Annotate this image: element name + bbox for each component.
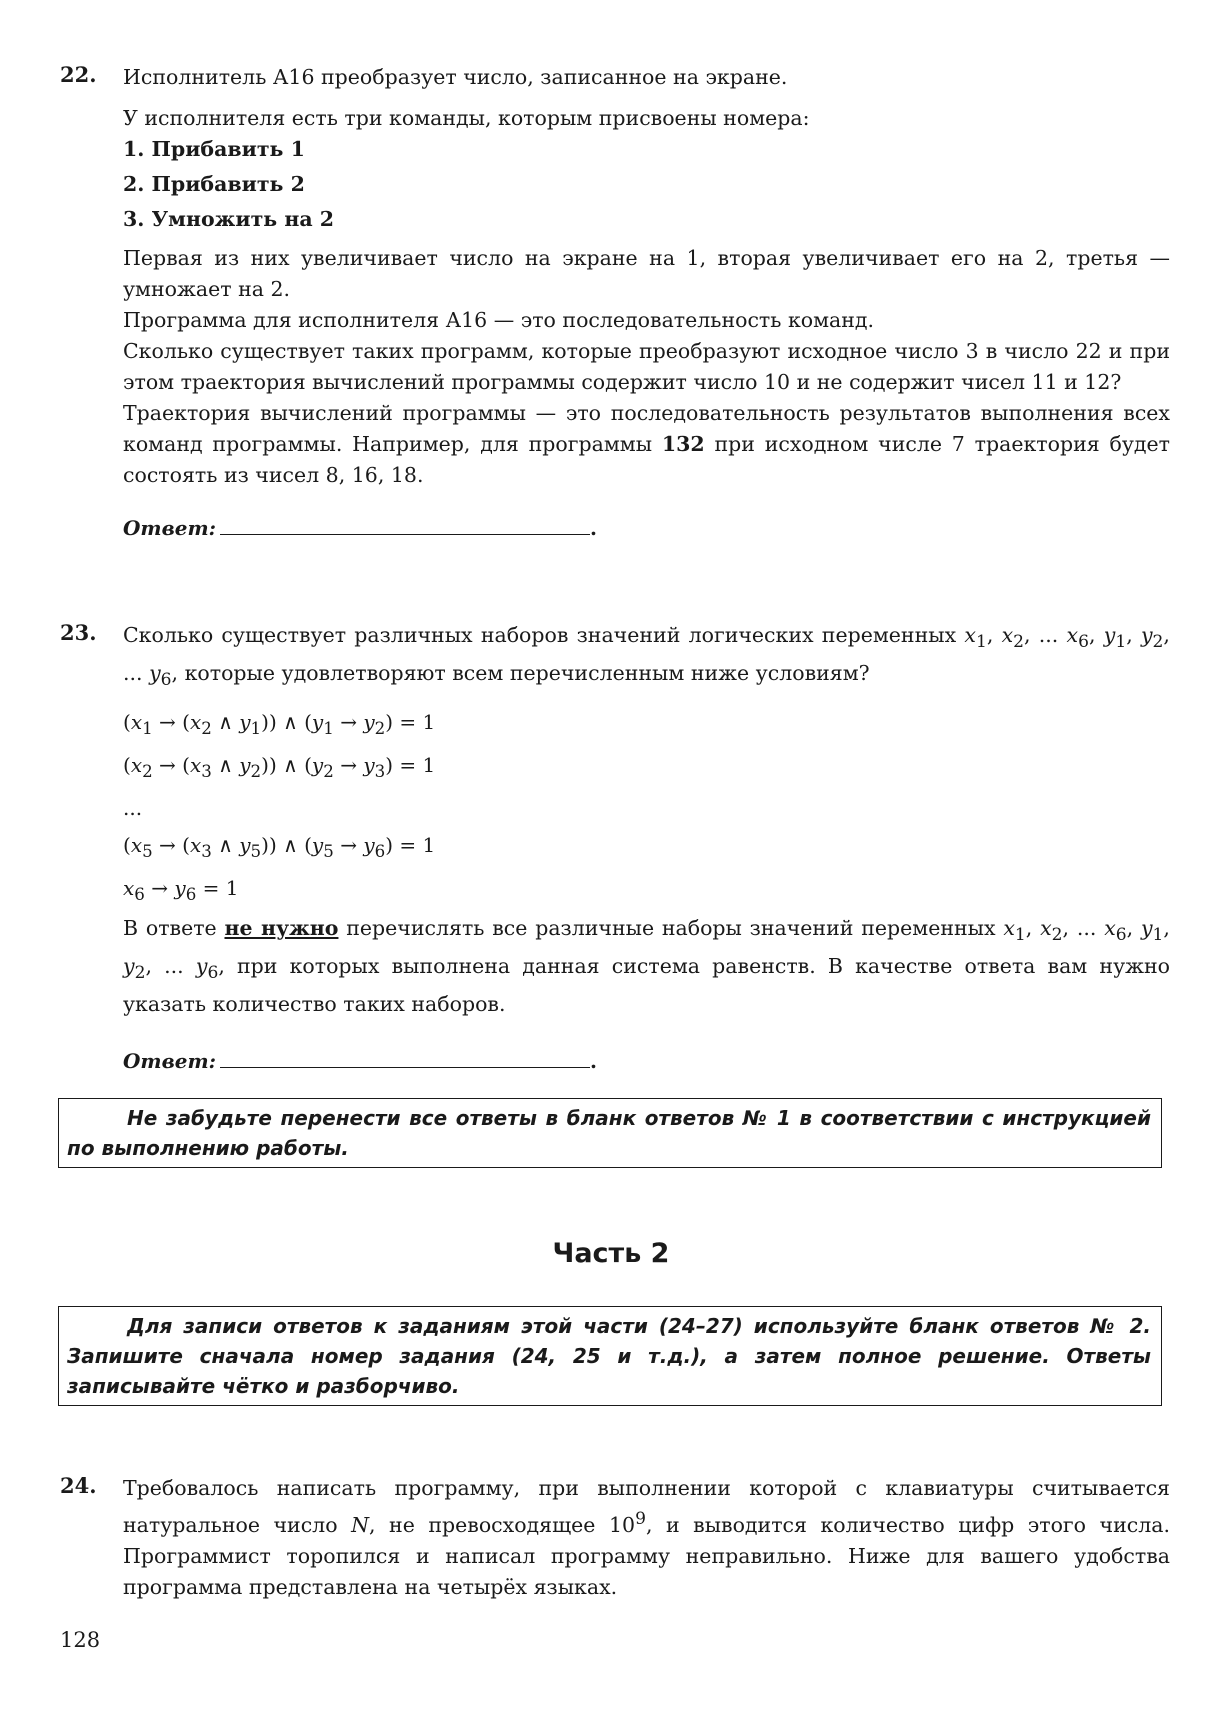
- task-22: [60, 62, 1170, 544]
- task-number: 24.: [60, 1473, 97, 1498]
- answer-label: Ответ:: [123, 516, 216, 540]
- answer-line[interactable]: [220, 1049, 590, 1068]
- equation-1: ($x_1 \to (x_2$ ∧ $y_1$)) ∧ $(y_1 \to y_2) = 1$: [123, 710, 436, 739]
- command-2: 2. Прибавить 2: [123, 172, 305, 196]
- equation-ellipsis: ...: [123, 796, 143, 821]
- paragraph-4: Траектория вычислений программы — это последовательность результатов выполнения всех команд программы. Например, для программы 132 при исходном числе 7 траектория будет состоять из чисел 8, 16, 18.: [123, 401, 1170, 487]
- notice-text: Не забудьте перенести все ответы в бланк ответов № 1 в соответствии с инструкцией по выполнению работы.: [67, 1106, 1151, 1160]
- task-24-text: Требовалось написать программу, при выполнении которой с клавиатуры считывается натуральное число N, не превосходящее $10^9$, и выводится количество цифр этого числа. Программист торопился и написал программу неправильно. Ниже для вашего удобства программа представлена на четырёх языках.: [123, 1476, 1170, 1599]
- command-1: 1. Прибавить 1: [123, 137, 305, 161]
- commands-intro: У исполнителя есть три команды, которым присвоены номера:: [123, 106, 810, 130]
- answer-label: Ответ:: [123, 1049, 216, 1074]
- task-number: 22.: [60, 62, 97, 87]
- page-number: 128: [60, 1628, 101, 1652]
- paragraph-1: Первая из них увеличивает число на экране на 1, вторая увеличивает его на 2, третья — умножает на 2.: [123, 246, 1170, 301]
- answer-field[interactable]: Ответ: .: [123, 516, 597, 540]
- task-number: 23.: [60, 620, 97, 645]
- part-2-instruction: Для записи ответов к заданиям этой части (24–27) используйте бланк ответов № 2. Запишите сначала номер задания (24, 25 и т.д.), а затем полное решение. Ответы записывайте чётко и разборчиво.: [67, 1314, 1151, 1398]
- paragraph-2: Программа для исполнителя А16 — это последовательность команд.: [123, 308, 875, 332]
- task-23: [60, 620, 1170, 1077]
- part-2-title: Часть 2: [552, 1238, 670, 1269]
- task-23-note: В ответе не нужно перечислять все различные наборы значений переменных $x_1$, $x_2$, ... $x_6$, $y_1$, $y_2$, ... $y_6$, при которых выполнена данная система равенств. В качестве ответа вам нужно указать количество таких наборов.: [123, 916, 1170, 1017]
- equation-system: [123, 704, 1170, 913]
- answer-line[interactable]: [220, 516, 590, 535]
- paragraph-3: Сколько существует таких программ, которые преобразуют исходное число 3 в число 22 и при этом траектория вычислений программы содержит число 10 и не содержит чисел 11 и 12?: [123, 339, 1170, 394]
- task-24: [60, 1473, 1170, 1603]
- answer-field[interactable]: Ответ: .: [123, 1049, 597, 1074]
- equation-5: ($x_5 \to (x_3$ ∧ $y_5$)) ∧ $(y_5 \to y_6) = 1$: [123, 833, 436, 862]
- notice-box: [58, 1098, 1162, 1168]
- equation-2: ($x_2 \to (x_3$ ∧ $y_2$)) ∧ $(y_2 \to y_3) = 1$: [123, 753, 436, 782]
- part-2-instruction-box: [58, 1306, 1162, 1406]
- equation-6: $x_6 \to y_6 = 1$: [123, 876, 239, 905]
- task-22-intro: Исполнитель А16 преобразует число, записанное на экране.: [123, 65, 788, 89]
- task-23-question: Сколько существует различных наборов значений логических переменных $x_1$, $x_2$, ... $x_6$, $y_1$, $y_2$, ... $y_6$, которые удовлетворяют всем перечисленным ниже условиям?: [123, 623, 1170, 691]
- command-3: 3. Умножить на 2: [123, 207, 335, 231]
